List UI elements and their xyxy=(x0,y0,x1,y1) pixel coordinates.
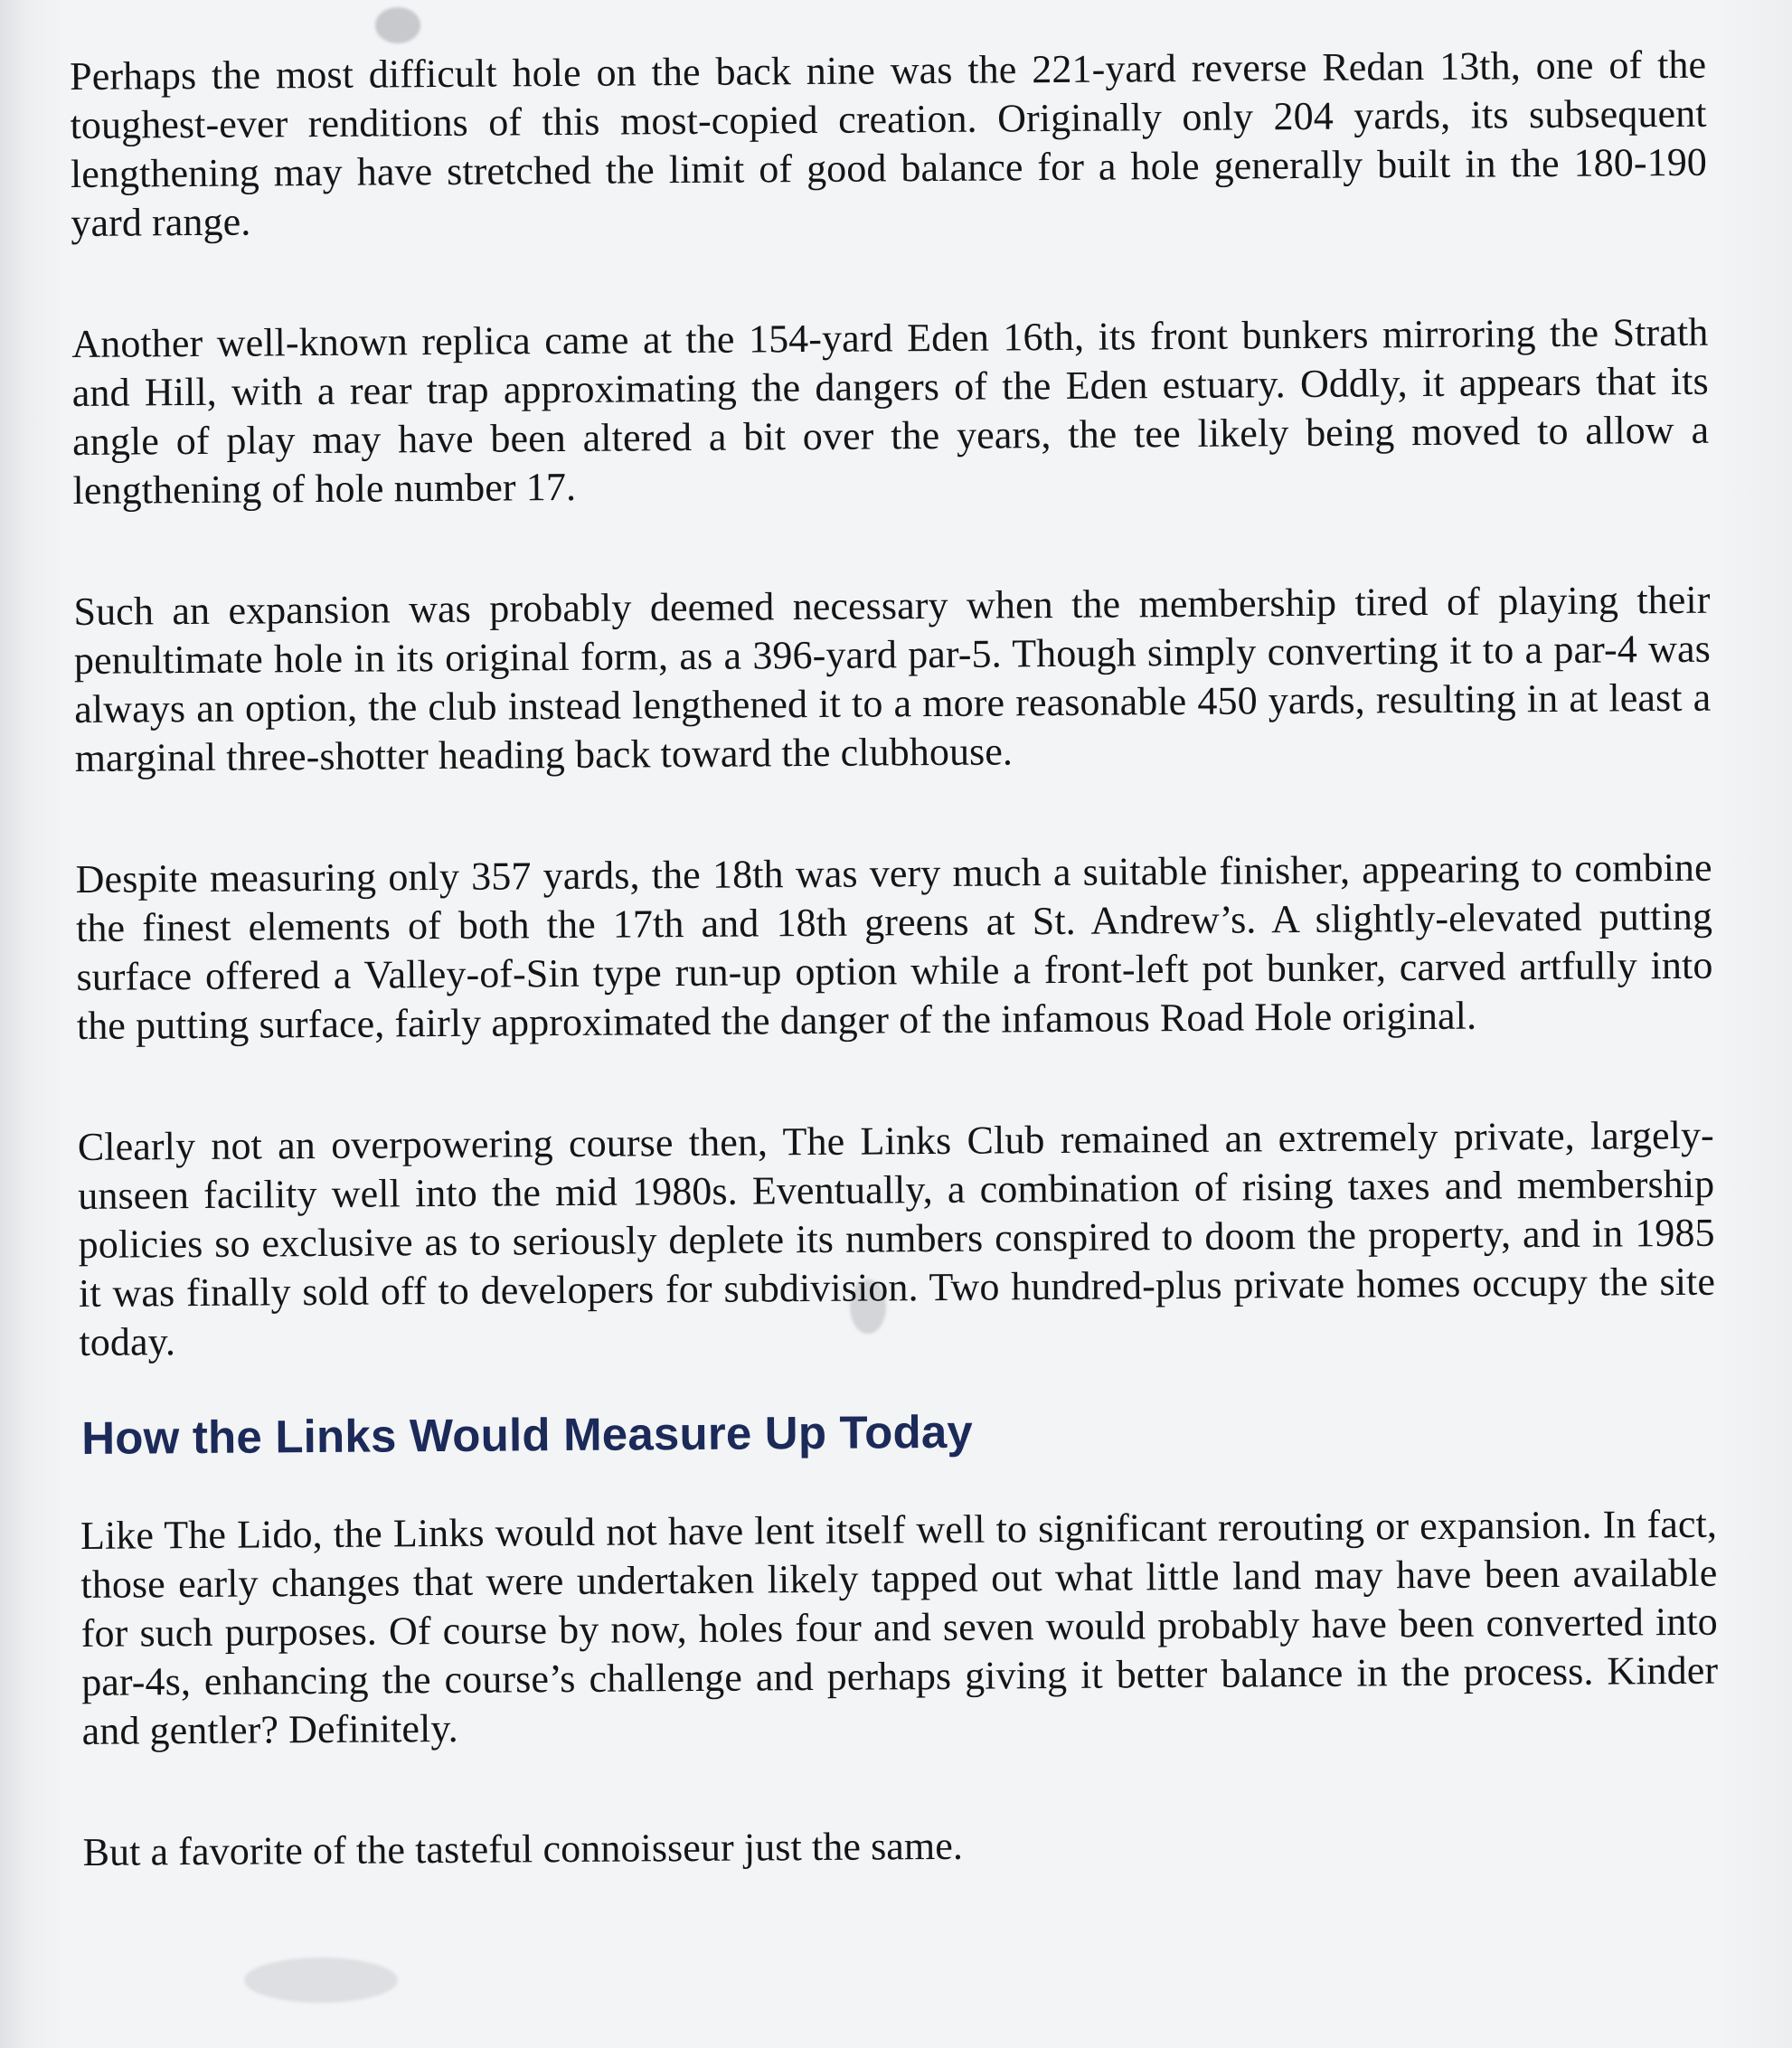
paragraph-closing: But a favorite of the tasteful connoisseur just the same. xyxy=(82,1823,964,1874)
paragraph-measure-up: Like The Lido, the Links would not have lent itself well to significant rerouting or expansion. In fact, those early changes that were undertaken likely tapped out what little land may have been available for such purposes. Of course by now, holes four and seven would probably have been converted into par-4s, enhancing the course’s challenge and perhaps giving it better balance in the process. Kinder and gentler? Definitely. xyxy=(80,1501,1719,1753)
paragraph-eden-16th: Another well-known replica came at the 154-yard Eden 16th, its front bunkers mirroring the Strath and Hill, with a rear trap approximating the dangers of the Eden estuary. Oddly, it appears that its angle of play may have been altered a bit over the years, the tee likely being moved to allow a lengthening of hole number 17. xyxy=(71,309,1710,513)
section-heading: How the Links Would Measure Up Today xyxy=(81,1405,974,1464)
scan-smudge xyxy=(375,7,420,43)
paragraph-redan-13th: Perhaps the most difficult hole on the back nine was the 221-yard reverse Redan 13th, one of the toughest-ever renditions of this most-copied creation. Originally only 204 yards, its subsequent lengthening may have stretched the limit of good balance for a hole generally built in the 180-190 yard range. xyxy=(70,42,1708,245)
paragraph-17th-expansion: Such an expansion was probably deemed necessary when the membership tired of playing their penultimate hole in its original form, as a 396-yard par-5. Though simply converting it to a par-4 was always an option, the club instead lengthened it to a more reasonable 450 yards, resulting in at least a marginal three-shotter heading back toward the clubhouse. xyxy=(73,577,1712,780)
article-body xyxy=(70,41,1720,1949)
scan-smudge xyxy=(244,1958,398,2003)
paragraph-club-history: Clearly not an overpowering course then, The Links Club remained an extremely private, largely-unseen facility well into the mid 1980s. Eventually, a combination of rising taxes and membership policies so exclusive as to seriously deplete its numbers conspired to doom the property, and in 1985 it was finally sold off to developers for subdivision. Two hundred-plus private homes occupy the site today. xyxy=(77,1112,1716,1364)
paragraph-18th-finisher: Despite measuring only 357 yards, the 18th was very much a suitable finisher, appearing to combine the finest elements of both the 17th and 18th greens at St. Andrew’s. A slightly-elevated putting surface offered a Valley-of-Sin type run-up option while a front-left pot bunker, carved artfully into the putting surface, fairly approximated the danger of the infamous Road Hole original. xyxy=(75,845,1713,1048)
